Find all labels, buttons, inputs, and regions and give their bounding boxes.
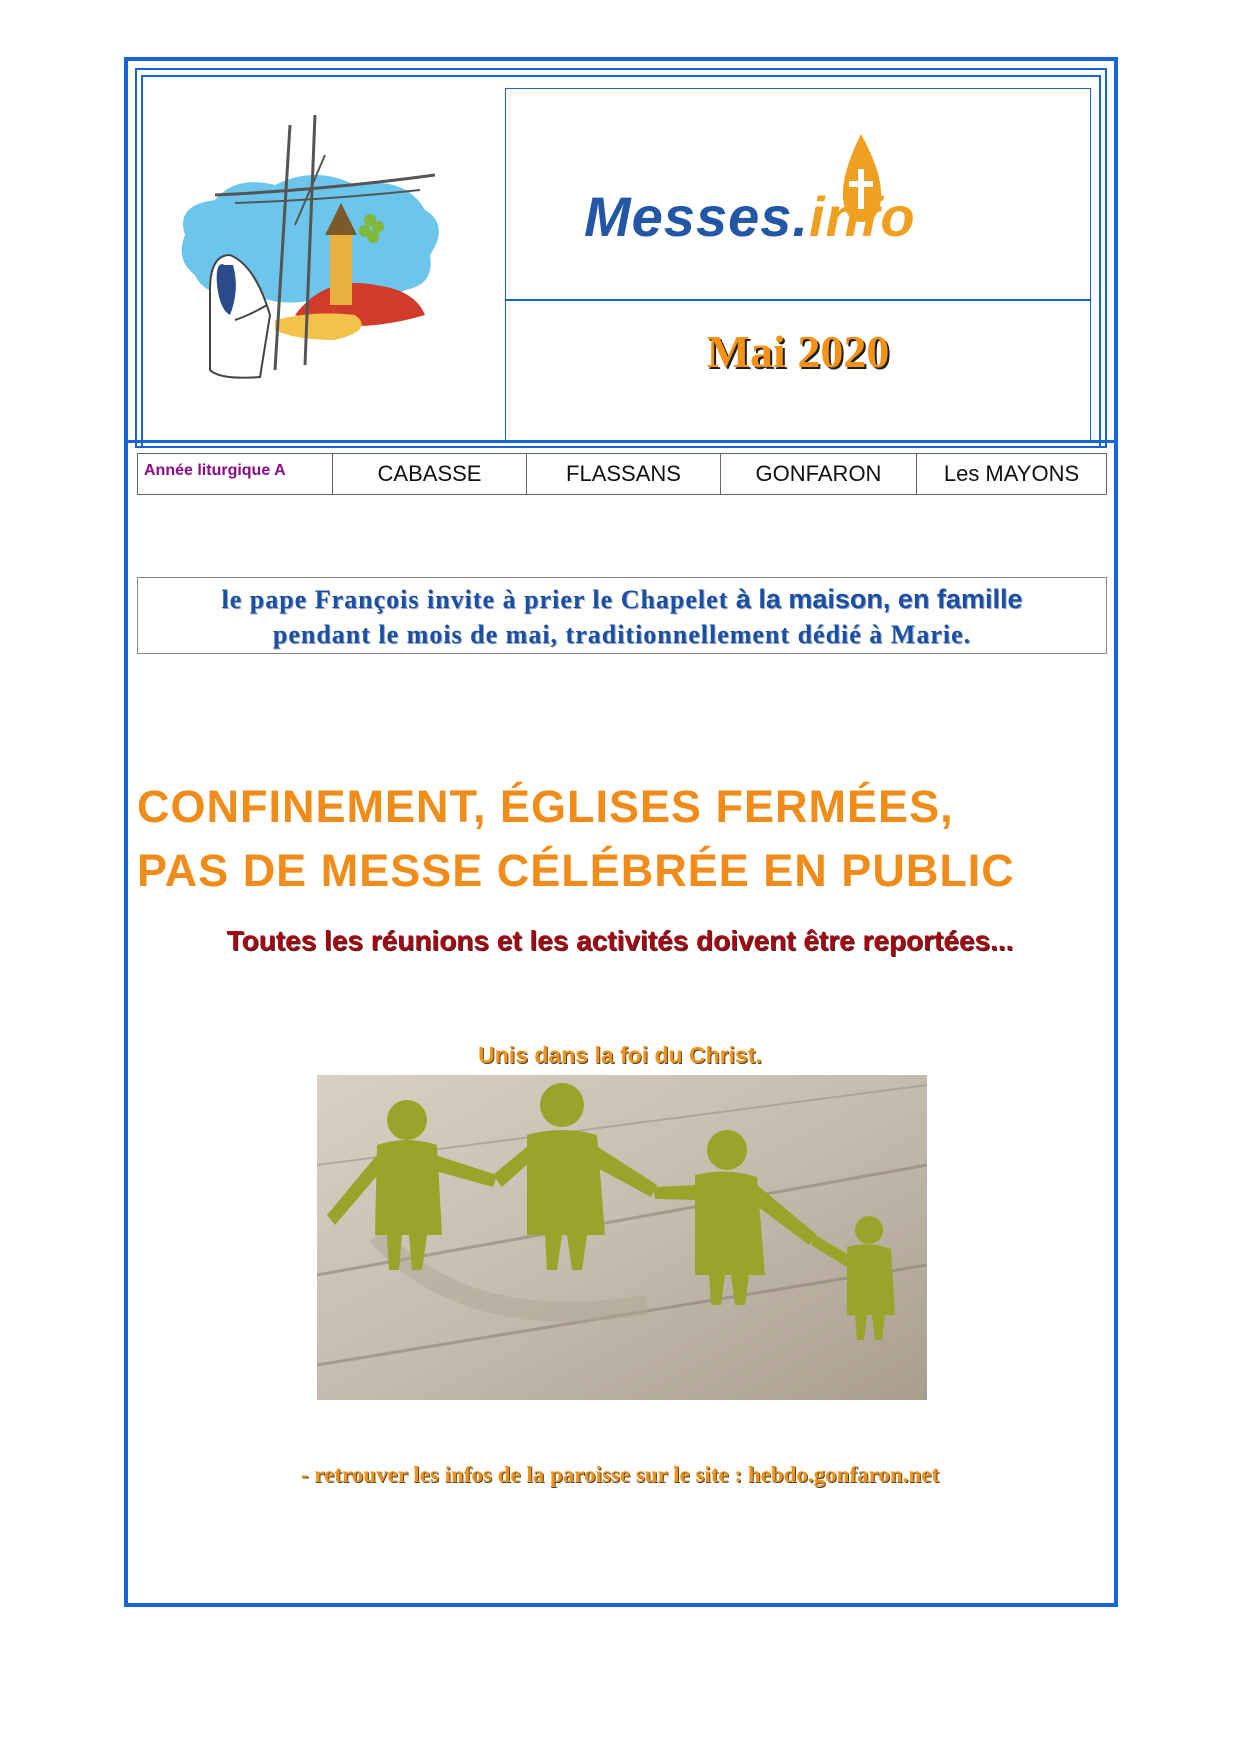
- parish-gonfaron: GONFARON: [721, 454, 917, 494]
- main-headline: [137, 775, 1117, 903]
- liturgical-year-cell: Année liturgique A: [138, 454, 333, 494]
- prayer-line-1-b: à la maison, en famille: [735, 584, 1023, 614]
- messes-info-wordmark: [584, 184, 916, 249]
- prayer-notice: [137, 577, 1107, 654]
- month-title: Mai 2020: [706, 326, 890, 377]
- prayer-line-1-a: le pape François invite à prier le Chapelet: [221, 585, 736, 614]
- photo-caption: Unis dans la foi du Christ.: [478, 1042, 762, 1068]
- prayer-line-2: pendant le mois de mai, traditionnellement dédié à Marie.: [272, 620, 972, 649]
- brand-messes: Messes.: [584, 185, 809, 248]
- messes-info-box: [505, 88, 1091, 300]
- paper-people-chain-image: [317, 1075, 927, 1400]
- brand-info: info: [808, 185, 916, 248]
- parish-cabasse: CABASSE: [333, 454, 527, 494]
- parish-website-link[interactable]: - retrouver les infos de la paroisse sur le site : hebdo.gonfaron.net: [300, 1462, 940, 1487]
- headline-line-2: PAS DE MESSE CÉLÉBRÉE EN PUBLIC: [137, 845, 1015, 896]
- prayer-line-1: [138, 582, 1106, 617]
- subheadline: Toutes les réunions et les activités doivent être reportées...: [226, 925, 1014, 956]
- headline-line-1: CONFINEMENT, ÉGLISES FERMÉES,: [137, 781, 954, 832]
- parish-logo: [175, 115, 450, 385]
- date-box: [505, 300, 1091, 440]
- parish-les-mayons: Les MAYONS: [943, 461, 1080, 486]
- people-photo: [317, 1075, 927, 1400]
- parish-illustration-icon: [175, 115, 450, 385]
- parish-flassans: FLASSANS: [527, 454, 721, 494]
- parish-table: [137, 453, 1107, 495]
- messes-info-logo: [576, 134, 1016, 264]
- header-divider: [124, 440, 1118, 443]
